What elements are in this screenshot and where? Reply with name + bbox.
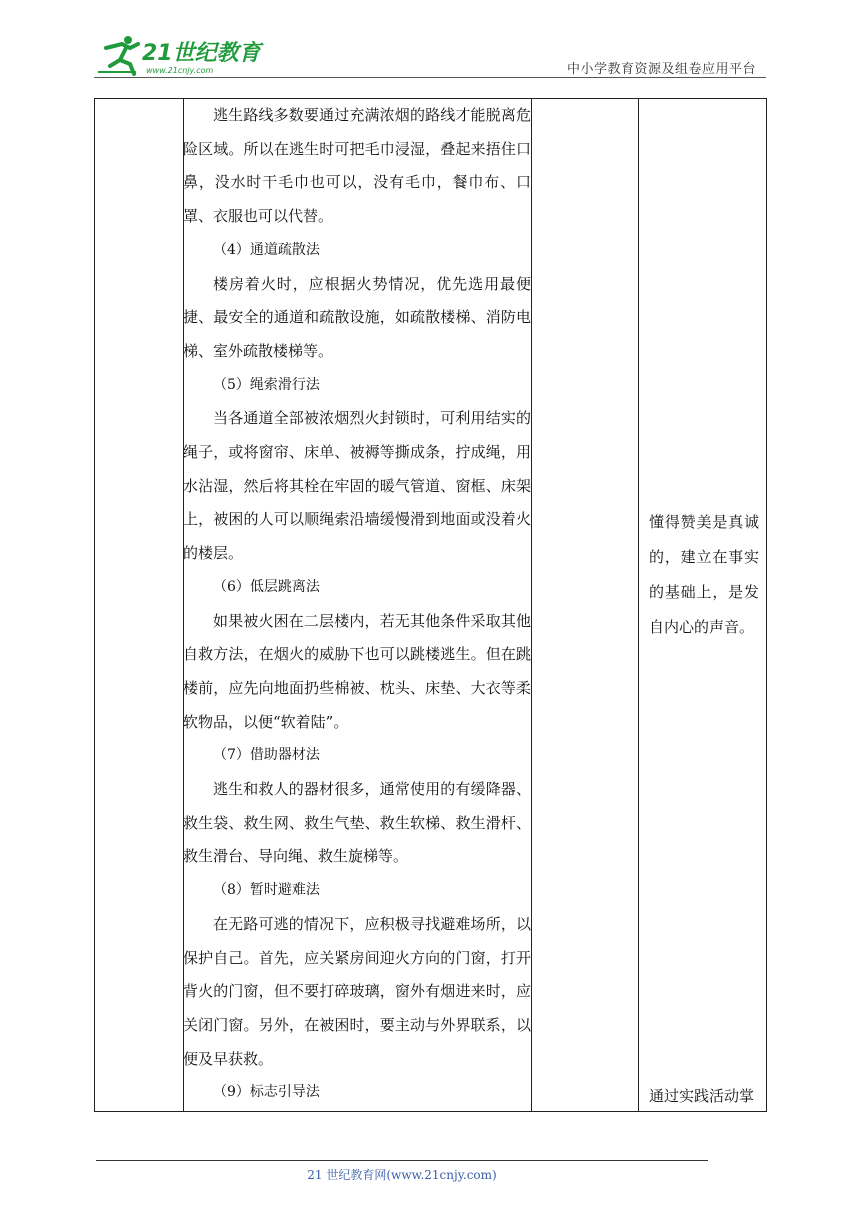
lesson-table [94, 98, 767, 1112]
section-heading: （7）借助器材法 [213, 747, 320, 764]
table-column-divider [638, 99, 639, 1111]
section-heading: （8）暂时避难法 [213, 882, 320, 899]
page-header [0, 0, 860, 80]
platform-name: 中小学教育资源及组卷应用平台 [566, 62, 756, 77]
design-intent-text: 通过实践活动掌 [649, 1087, 755, 1105]
paragraph: 如果被火困在二层楼内，若无其他条件采取其他自救方法，在烟火的威胁下也可以跳楼逃生。但在跳楼前，应先向地面扔些棉被、枕头、床垫、大衣等柔软物品，以便“软着陆”。 [183, 611, 531, 731]
paragraph: 楼房着火时，应根据火势情况，优先选用最便捷、最安全的通道和疏散设施，如疏散楼梯、消防电梯、室外疏散楼梯等。 [183, 274, 531, 360]
svg-text:21世纪教育: 21世纪教育 [142, 41, 261, 66]
footer-divider [96, 1160, 708, 1161]
design-intent-cell [649, 1079, 759, 1114]
section-heading: （4）通道疏散法 [213, 241, 320, 258]
paragraph: 当各通道全部被浓烟烈火封锁时，可利用结实的绳子，或将窗帘、床单、被褥等撕成条，拧成绳，用水沾湿，然后将其栓在牢固的暖气管道、窗框、床架上，被困的人可以顺绳索沿墙缓慢滑到地面或没着火的楼层。 [183, 409, 531, 563]
section-heading: （6）低层跳离法 [213, 578, 320, 595]
footer-site-link[interactable]: 21 世纪教育网(www.21cnjy.com) [307, 1168, 497, 1182]
paragraph: 在无路可逃的情况下，应积极寻找避难场所，以保护自己。首先，应关紧房间迎火方向的门窗，打开背火的门窗，但不要打碎玻璃，窗外有烟进来时，应关闭门窗。另外，在被困时，要主动与外界联系，以便及早获救。 [183, 914, 531, 1068]
section-heading: （5）绳索滑行法 [213, 376, 320, 393]
design-intent-cell [649, 505, 759, 645]
site-logo[interactable] [96, 34, 266, 78]
header-divider [94, 77, 766, 78]
svg-text:www.21cnjy.com: www.21cnjy.com [146, 66, 214, 75]
table-column-divider [531, 99, 532, 1111]
paragraph: 逃生和救人的器材很多，通常使用的有缓降器、救生袋、救生网、救生气垫、救生软梯、救生滑杆、救生滑台、导向绳、救生旋梯等。 [183, 780, 531, 866]
design-intent-text: 懂得赞美是真诚的，建立在事实的基础上，是发自内心的声音。 [649, 513, 759, 636]
running-figure-logo-icon [96, 34, 266, 78]
activity-content-cell [183, 99, 531, 1110]
paragraph: 逃生路线多数要通过充满浓烟的路线才能脱离危险区域。所以在逃生时可把毛巾浸湿，叠起来捂住口鼻，没水时干毛巾也可以，没有毛巾，餐巾布、口罩、衣服也可以代替。 [183, 106, 531, 226]
section-heading: （9）标志引导法 [213, 1084, 320, 1101]
